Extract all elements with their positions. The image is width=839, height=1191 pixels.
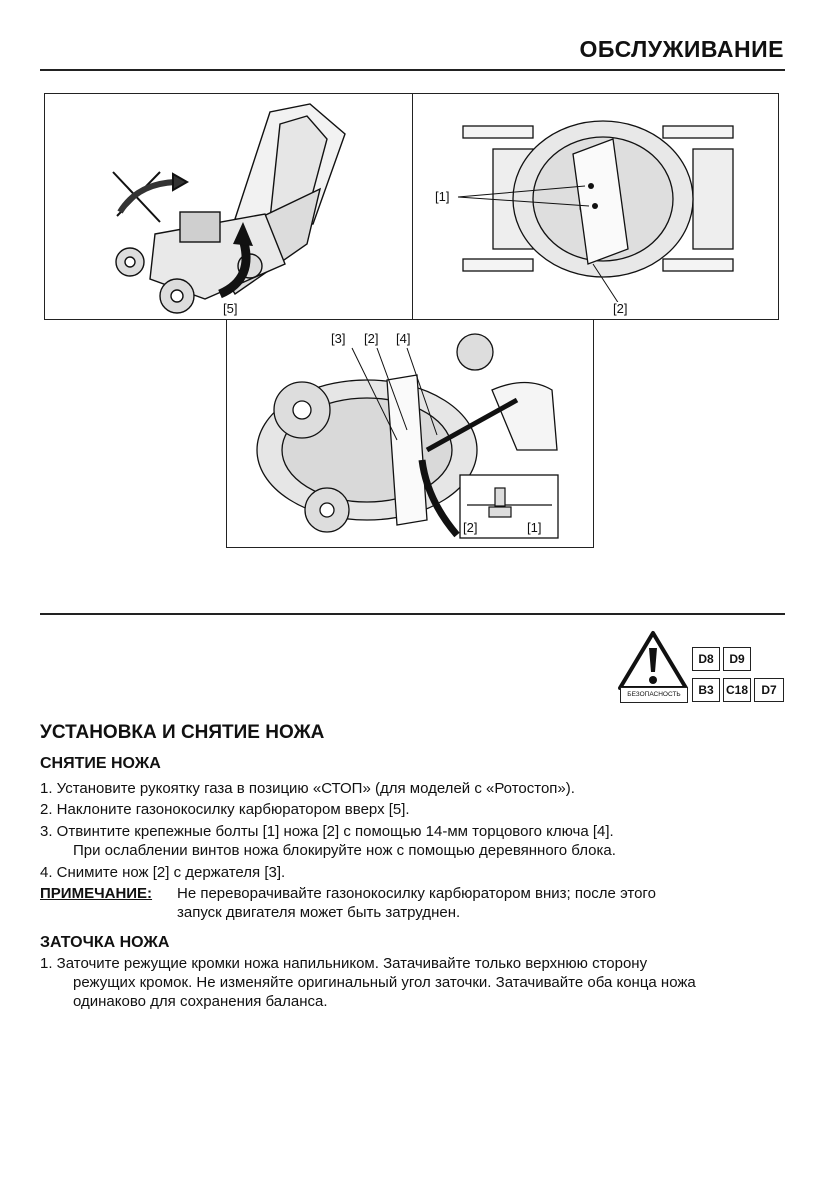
note-text: Не переворачивайте газонокосилку карбюратором вниз; после этого [177,885,656,902]
figure-mower-underside [412,93,779,320]
safety-code: C18 [723,678,751,702]
sharpening-step-continued: одинаково для сохранения баланса. [73,993,328,1010]
safety-code: D8 [692,647,720,671]
sharpening-step-continued: режущих кромок. Не изменяйте оригинальный угол заточки. Затачивайте оба конца ножа [73,974,696,991]
inset-callout-2: [2] [463,520,478,535]
mower-underside-illustration [413,94,778,319]
safety-code: D9 [723,647,751,671]
figure-blade-removal [226,319,594,548]
removal-step-continued: При ослаблении винтов ножа блокируйте нож с помощью деревянного блока. [73,842,616,859]
callout-1: [1] [435,189,450,204]
section-rule [40,613,785,615]
safety-code: B3 [692,678,720,702]
removal-step: 2. Наклоните газонокосилку карбюратором вверх [5]. [40,801,410,818]
note-text: запуск двигателя может быть затруднен. [177,904,461,921]
section-title: УСТАНОВКА И СНЯТИЕ НОЖА [40,722,325,743]
callout-5: [5] [223,301,238,316]
callout-2: [2] [613,301,628,316]
warning-triangle-icon [617,630,689,692]
removal-step: 3. Отвинтите крепежные болты [1] ножа [2] с помощью 14-мм торцового ключа [4]. [40,823,614,840]
callout-3: [3] [331,331,346,346]
removal-title: СНЯТИЕ НОЖА [40,755,161,772]
safety-code: D7 [754,678,784,702]
removal-step: 4. Снимите нож [2] с держателя [3]. [40,864,286,881]
inset-callout-1: [1] [527,520,542,535]
figure-tilted-mower [44,93,413,320]
header-rule [40,69,785,71]
mower-tilt-illustration [45,94,412,319]
callout-4: [4] [396,331,411,346]
note-label: ПРИМЕЧАНИЕ: [40,885,153,902]
removal-step: 1. Установите рукоятку газа в позицию «СТОП» (для моделей с «Ротостоп»). [40,780,575,797]
page-title: ОБСЛУЖИВАНИЕ [579,36,784,62]
callout-2b: [2] [364,331,379,346]
sharpening-step: 1. Заточите режущие кромки ножа напильником. Затачивайте только верхнюю сторону [40,955,648,972]
safety-label: БЕЗОПАСНОСТЬ [620,687,688,703]
sharpening-title: ЗАТОЧКА НОЖА [40,934,170,951]
blade-removal-illustration [227,320,593,547]
